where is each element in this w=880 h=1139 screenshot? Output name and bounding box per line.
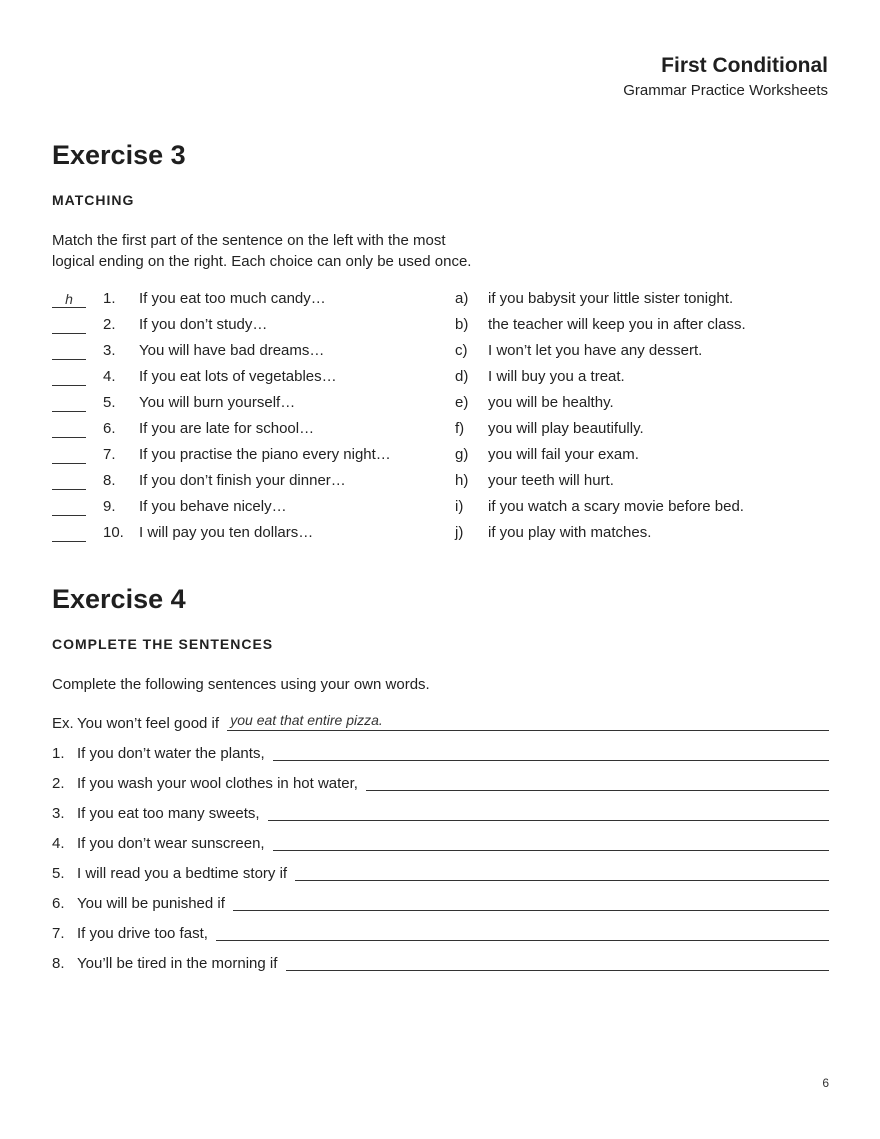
ending-letter: a): [455, 290, 469, 307]
sentence-start: If you don’t water the plants,: [77, 745, 269, 762]
answer-blank[interactable]: [52, 421, 86, 438]
ending-letter: j): [455, 524, 464, 541]
answer-blank[interactable]: [52, 317, 86, 334]
answer-blank[interactable]: [52, 395, 86, 412]
sentence-start: If you behave nicely…: [139, 498, 287, 515]
completion-row: [52, 860, 829, 884]
answer-line[interactable]: [295, 862, 829, 881]
matching-row: [52, 390, 832, 416]
sentence-start: If you don’t study…: [139, 316, 268, 333]
item-number: 3.: [103, 342, 116, 359]
ending-letter: i): [455, 498, 464, 515]
item-number: Ex.: [52, 715, 74, 732]
answer-blank[interactable]: [52, 369, 86, 386]
answer-line[interactable]: [366, 772, 829, 791]
sentence-start: If you eat too many sweets,: [77, 805, 264, 822]
exercise3-heading: Exercise 3: [52, 140, 186, 170]
completion-row: [52, 740, 829, 764]
matching-row: [52, 416, 832, 442]
item-number: 9.: [103, 498, 116, 515]
item-number: 4.: [103, 368, 116, 385]
item-number: 3.: [52, 805, 65, 822]
ending-letter: g): [455, 446, 469, 463]
sentence-ending: your teeth will hurt.: [488, 472, 614, 489]
ending-letter: e): [455, 394, 469, 411]
sentence-start: I will pay you ten dollars…: [139, 524, 314, 541]
answer-blank[interactable]: [52, 525, 86, 542]
item-number: 7.: [103, 446, 116, 463]
matching-row: [52, 442, 832, 468]
item-number: 4.: [52, 835, 65, 852]
answer-blank[interactable]: [52, 473, 86, 490]
answer-line[interactable]: [268, 802, 829, 821]
sentence-start: If you eat too much candy…: [139, 290, 326, 307]
matching-row: [52, 312, 832, 338]
completion-row: [52, 950, 829, 974]
item-number: 5.: [52, 865, 65, 882]
ending-letter: c): [455, 342, 468, 359]
page-header: [623, 53, 828, 101]
answer-line[interactable]: [273, 832, 829, 851]
exercise4-subheading: COMPLETE THE SENTENCES: [52, 636, 274, 652]
sentence-start: If you eat lots of vegetables…: [139, 368, 337, 385]
sentence-ending: I won’t let you have any dessert.: [488, 342, 703, 359]
matching-row: [52, 338, 832, 364]
ending-letter: b): [455, 316, 469, 333]
sentence-ending: if you play with matches.: [488, 524, 652, 541]
sentence-start: I will read you a bedtime story if: [77, 865, 292, 882]
sentence-start: If you wash your wool clothes in hot water,: [77, 775, 363, 792]
exercise4-heading: Exercise 4: [52, 584, 186, 614]
item-number: 1.: [103, 290, 116, 307]
answer-blank[interactable]: [52, 343, 86, 360]
item-number: 2.: [103, 316, 116, 333]
ending-letter: d): [455, 368, 469, 385]
sentence-ending: if you babysit your little sister tonight.: [488, 290, 734, 307]
sentence-start: You will burn yourself…: [139, 394, 296, 411]
matching-row: [52, 494, 832, 520]
exercise3-instructions: [52, 230, 471, 272]
answer-blank[interactable]: [52, 447, 86, 464]
instructions-line: logical ending on the right. Each choice can only be used once.: [52, 253, 472, 270]
sentence-start: If you don’t wear sunscreen,: [77, 835, 269, 852]
completion-row: [52, 920, 829, 944]
sentence-start: If you practise the piano every night…: [139, 446, 391, 463]
item-number: 10.: [103, 524, 124, 541]
page-number: 6: [822, 1076, 829, 1090]
item-number: 7.: [52, 925, 65, 942]
ending-letter: f): [455, 420, 465, 437]
completion-row: [52, 890, 829, 914]
matching-row: [52, 520, 832, 546]
item-number: 5.: [103, 394, 116, 411]
sentence-ending: you will be healthy.: [488, 394, 614, 411]
matching-row: [52, 364, 832, 390]
sentence-ending: the teacher will keep you in after class.: [488, 316, 746, 333]
exercise3-subheading: MATCHING: [52, 192, 135, 208]
completion-row: [52, 770, 829, 794]
completion-row: [52, 800, 829, 824]
sentence-start: If you drive too fast,: [77, 925, 213, 942]
item-number: 6.: [52, 895, 65, 912]
exercise4-instructions: Complete the following sentences using your own words.: [52, 676, 430, 693]
sentence-start: You will have bad dreams…: [139, 342, 325, 359]
sentence-start: If you don’t finish your dinner…: [139, 472, 346, 489]
sentence-start: You’ll be tired in the morning if: [77, 955, 282, 972]
sentence-ending: I will buy you a treat.: [488, 368, 625, 385]
item-number: 8.: [103, 472, 116, 489]
item-number: 8.: [52, 955, 65, 972]
item-number: 1.: [52, 745, 65, 762]
sentence-start: If you are late for school…: [139, 420, 315, 437]
worksheet-title: First Conditional: [661, 54, 828, 77]
answer-blank[interactable]: h: [52, 291, 86, 308]
item-number: 2.: [52, 775, 65, 792]
instructions-line: Match the first part of the sentence on the left with the most: [52, 232, 446, 249]
answer-line[interactable]: [273, 742, 829, 761]
sentence-ending: you will fail your exam.: [488, 446, 639, 463]
ending-letter: h): [455, 472, 469, 489]
matching-row: [52, 468, 832, 494]
sentence-start: You will be punished if: [77, 895, 230, 912]
item-number: 6.: [103, 420, 116, 437]
answer-line[interactable]: [233, 892, 829, 911]
answer-line[interactable]: you eat that entire pizza.: [227, 712, 829, 731]
answer-line[interactable]: [216, 922, 829, 941]
completion-row: [52, 830, 829, 854]
sentence-ending: you will play beautifully.: [488, 420, 644, 437]
matching-row: [52, 286, 832, 312]
sentence-ending: if you watch a scary movie before bed.: [488, 498, 744, 515]
example-row: [52, 710, 829, 734]
worksheet-subtitle: Grammar Practice Worksheets: [623, 82, 828, 99]
sentence-start: You won’t feel good if: [77, 715, 224, 732]
answer-line[interactable]: [286, 952, 829, 971]
answer-blank[interactable]: [52, 499, 86, 516]
